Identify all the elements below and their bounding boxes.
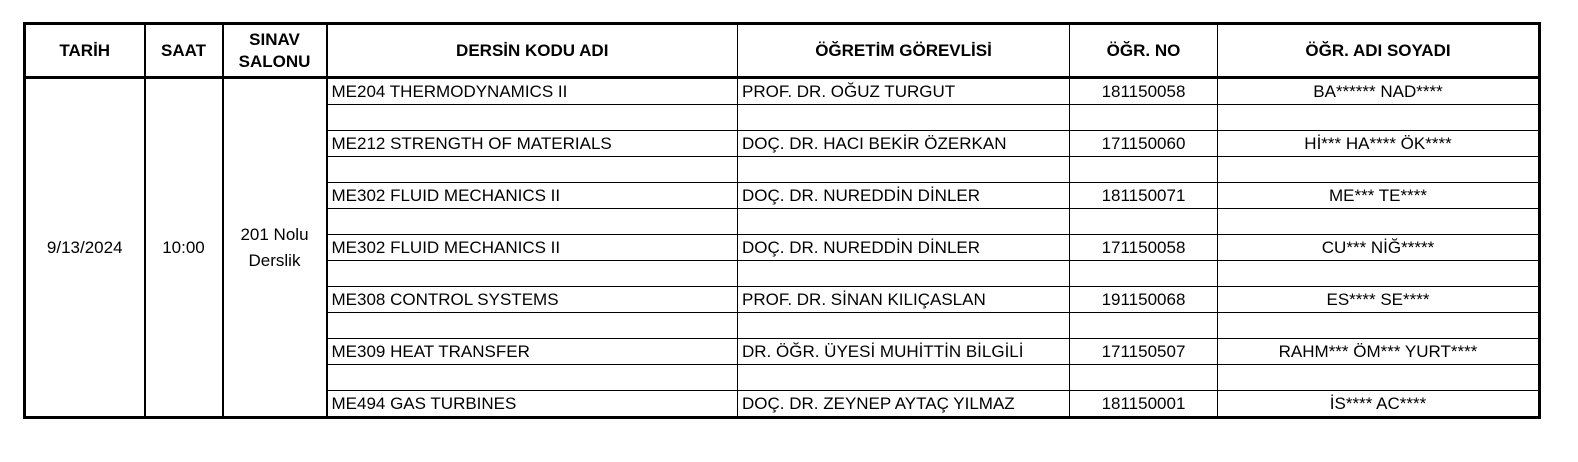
empty-cell [327,365,738,391]
instructor-cell: PROF. DR. SİNAN KILIÇASLAN [738,287,1070,313]
student-name-cell: BA****** NAD**** [1218,78,1540,105]
student-no-cell: 181150058 [1070,78,1218,105]
exam-room-line1: 201 Nolu [240,224,309,244]
student-name-cell: İS**** AC**** [1218,391,1540,418]
exam-schedule-table [23,22,1541,419]
course-cell: ME302 FLUID MECHANICS II [327,235,738,261]
instructor-cell: PROF. DR. OĞUZ TURGUT [738,78,1070,105]
course-cell: ME308 CONTROL SYSTEMS [327,287,738,313]
exam-room [223,78,327,418]
empty-cell [1070,313,1218,339]
instructor-cell: DOÇ. DR. HACI BEKİR ÖZERKAN [738,131,1070,157]
empty-cell [738,365,1070,391]
empty-cell [1070,209,1218,235]
header-ogretim: ÖĞRETİM GÖREVLİSİ [738,24,1070,78]
empty-cell [327,105,738,131]
student-name-cell: Hİ*** HA**** ÖK**** [1218,131,1540,157]
empty-cell [1218,209,1540,235]
course-cell: ME309 HEAT TRANSFER [327,339,738,365]
empty-cell [738,209,1070,235]
instructor-cell: DOÇ. DR. ZEYNEP AYTAÇ YILMAZ [738,391,1070,418]
header-salon-line1: SINAV [249,29,300,49]
student-name-cell: CU*** NİĞ***** [1218,235,1540,261]
student-no-cell: 181150071 [1070,183,1218,209]
empty-cell [327,261,738,287]
empty-cell [738,313,1070,339]
student-no-cell: 191150068 [1070,287,1218,313]
course-cell: ME204 THERMODYNAMICS II [327,78,738,105]
instructor-cell: DOÇ. DR. NUREDDİN DİNLER [738,235,1070,261]
instructor-cell: DR. ÖĞR. ÜYESİ MUHİTTİN BİLGİLİ [738,339,1070,365]
empty-cell [327,313,738,339]
empty-cell [1218,313,1540,339]
empty-cell [1070,261,1218,287]
empty-cell [327,209,738,235]
student-no-cell: 171150507 [1070,339,1218,365]
header-ders: DERSİN KODU ADI [327,24,738,78]
empty-cell [1070,105,1218,131]
header-tarih: TARİH [25,24,145,78]
header-salon-line2: SALONU [238,51,311,71]
empty-cell [1218,365,1540,391]
table-row [25,78,1540,105]
student-no-cell: 181150001 [1070,391,1218,418]
header-saat: SAAT [145,24,223,78]
header-sinav-salonu [223,24,327,78]
header-ogr-no: ÖĞR. NO [1070,24,1218,78]
student-name-cell: ES**** SE**** [1218,287,1540,313]
empty-cell [738,157,1070,183]
empty-cell [1218,261,1540,287]
empty-cell [1218,105,1540,131]
empty-cell [1218,157,1540,183]
student-no-cell: 171150058 [1070,235,1218,261]
header-row [25,24,1540,78]
course-cell: ME302 FLUID MECHANICS II [327,183,738,209]
empty-cell [1070,365,1218,391]
student-name-cell: ME*** TE**** [1218,183,1540,209]
course-cell: ME212 STRENGTH OF MATERIALS [327,131,738,157]
empty-cell [738,261,1070,287]
empty-cell [1070,157,1218,183]
student-name-cell: RAHM*** ÖM*** YURT**** [1218,339,1540,365]
exam-room-line2: Derslik [248,250,301,270]
empty-cell [327,157,738,183]
header-ogr-adi: ÖĞR. ADI SOYADI [1218,24,1540,78]
instructor-cell: DOÇ. DR. NUREDDİN DİNLER [738,183,1070,209]
exam-date: 9/13/2024 [25,78,145,418]
empty-cell [738,105,1070,131]
course-cell: ME494 GAS TURBINES [327,391,738,418]
student-no-cell: 171150060 [1070,131,1218,157]
exam-time: 10:00 [145,78,223,418]
